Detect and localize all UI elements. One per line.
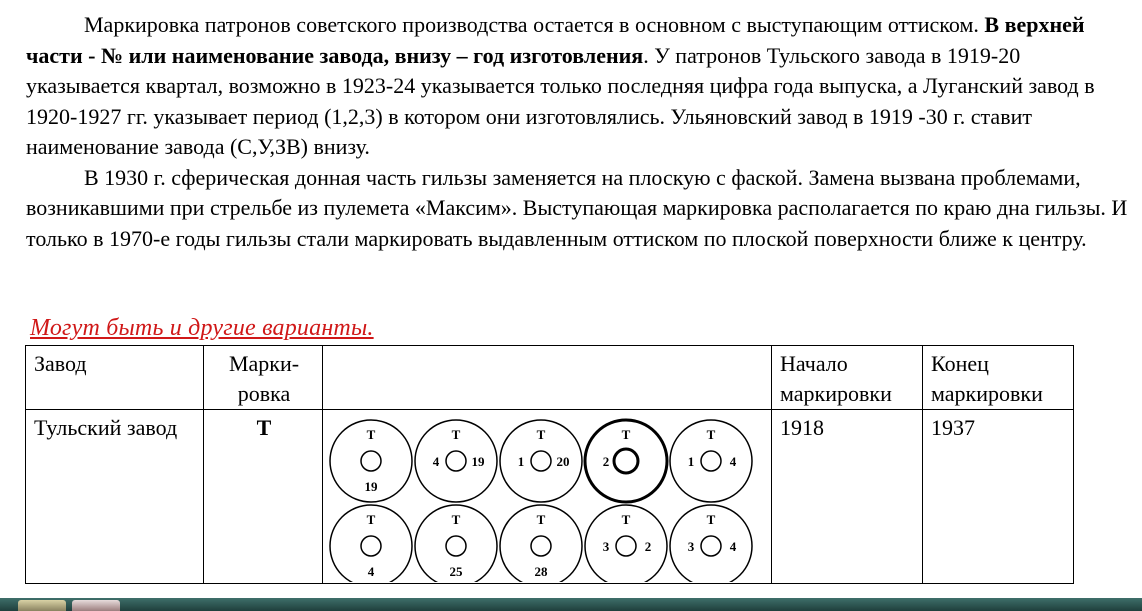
headstamp-top-mark: Т [366,427,376,442]
headstamp-bottom-mark: 19 [364,479,378,494]
headstamp-primer [446,536,466,556]
headstamp-top-mark: Т [706,427,716,442]
headstamp [415,505,497,582]
headstamp-top-mark: Т [451,512,461,527]
header-start: Начало маркировки [772,346,923,410]
headstamp-primer [531,536,551,556]
header-marking: Марки-ровка [204,346,323,410]
headstamp-left-mark: 1 [517,454,525,469]
headstamp-left-mark: 3 [687,539,695,554]
paragraph-2 [26,163,1138,255]
headstamp-top-mark: Т [706,512,716,527]
headstamp [330,420,412,502]
paragraph-1-text-b: . У патронов Тульского завода в 1919-20 указывается квартал, возможно в 1923-24 указывается только последняя цифра года выпуска, а Луганский завод в 1920-1927 гг. указывает период (1,2,3) в котором они изготовлялись. Ульяновский завод в 1919 -30 г. ставит наименование завода (С,У,ЗВ) внизу. [26,42,1095,159]
headstamp-left-mark: 4 [432,454,440,469]
variants-note: Могут быть и другие варианты. [30,315,374,341]
cell-end: 1937 [923,410,1074,584]
headstamp-left-mark: 1 [687,454,695,469]
headstamp-diagrams [325,412,761,582]
document-body [26,10,1138,254]
headstamp-bottom-mark: 28 [534,564,548,579]
header-stamps [323,346,772,410]
cell-factory: Тульский завод [26,410,204,584]
headstamp-top-mark: Т [536,512,546,527]
headstamp [500,505,582,582]
headstamp-primer [361,451,381,471]
headstamp [500,420,582,502]
headstamp [670,505,752,582]
cell-marking: Т [204,410,323,584]
taskbar-button[interactable] [18,600,66,611]
headstamp [415,420,497,502]
table-row [26,410,1074,584]
headstamp [670,420,752,502]
headstamp-right-mark: 4 [729,454,737,469]
taskbar [0,598,1142,611]
headstamp-top-mark: Т [536,427,546,442]
cell-stamps [323,410,772,584]
paragraph-2-text: В 1930 г. сферическая донная часть гильзы заменяется на плоскую с фаской. Замена вызвана проблемами, возникавшими при стрельбе из пулемета «Максим». Выступающая маркировка располагается по краю дна гильзы. И только в 1970-е годы гильзы стали маркировать выдавленным оттиском по плоской поверхности ближе к центру. [26,164,1128,251]
taskbar-button[interactable] [72,600,120,611]
headstamp-left-mark: 3 [602,539,610,554]
headstamp-right-mark: 4 [729,539,737,554]
marking-table [25,345,1074,584]
header-end: Конец маркировки [923,346,1074,410]
header-factory: Завод [26,346,204,410]
paragraph-1 [26,10,1138,163]
headstamp-primer [446,451,466,471]
headstamp-primer [614,449,638,473]
headstamp [585,505,667,582]
headstamp-primer [701,536,721,556]
paragraph-1-text-a: Маркировка патронов советского производства остается в основном с выступающим оттиском. [84,12,985,37]
headstamp-bottom-mark: 4 [367,564,375,579]
headstamp-top-mark: Т [621,427,631,442]
headstamp-primer [531,451,551,471]
headstamp-top-mark: Т [451,427,461,442]
paragraph-1-bold: В верхней части - № или наименование завода, внизу – год изготовления [26,12,1085,68]
headstamp-primer [701,451,721,471]
headstamp-right-mark: 19 [471,454,485,469]
headstamp-bottom-mark: 25 [449,564,463,579]
table-header-row [26,346,1074,410]
headstamp-right-mark: 2 [644,539,652,554]
headstamp-right-mark: 20 [556,454,570,469]
headstamp-primer [616,536,636,556]
cell-start: 1918 [772,410,923,584]
headstamp-primer [361,536,381,556]
headstamp [330,505,412,582]
headstamp-top-mark: Т [621,512,631,527]
headstamp-left-mark: 2 [602,454,610,469]
headstamp-top-mark: Т [366,512,376,527]
headstamp [585,420,667,502]
